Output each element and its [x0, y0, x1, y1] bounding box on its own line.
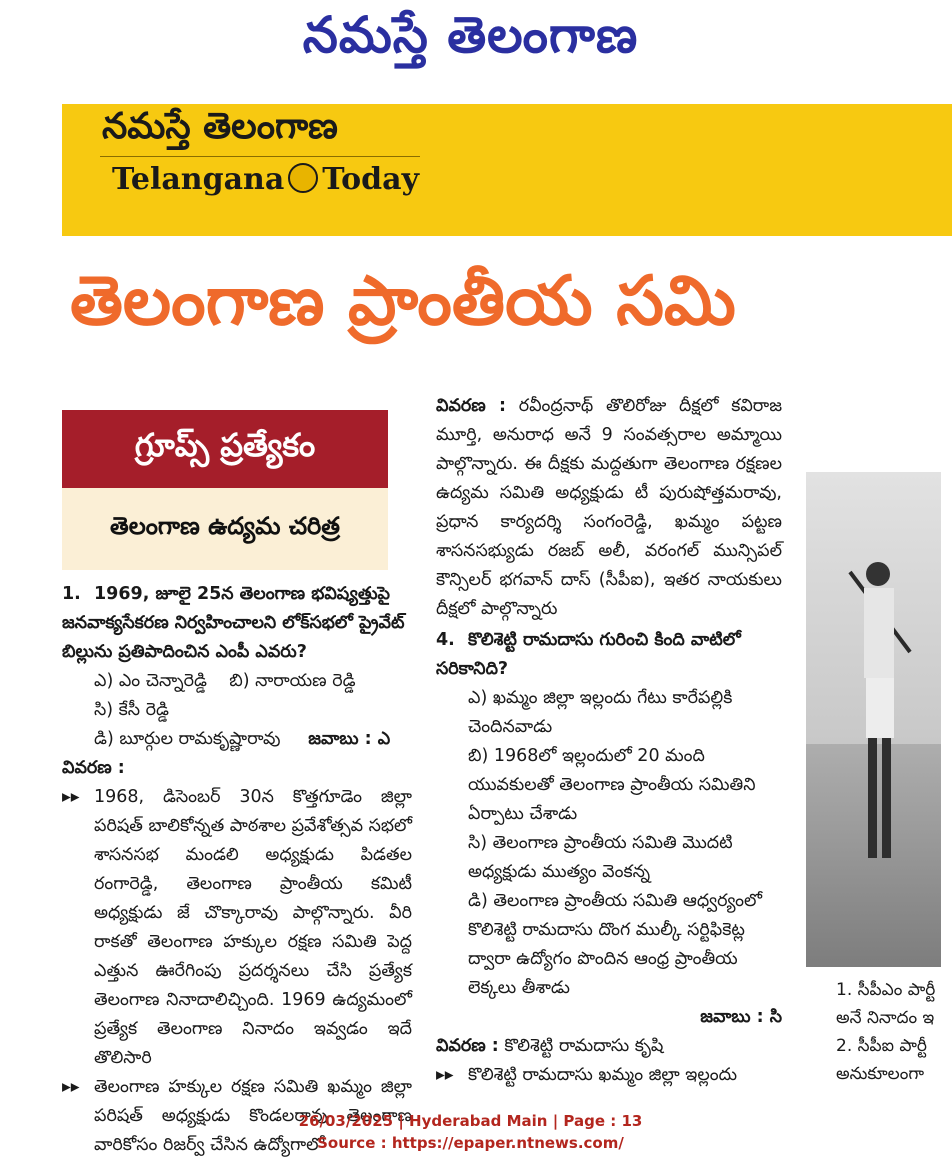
- brand-divider: [100, 156, 420, 157]
- footer: [0, 1110, 941, 1154]
- option-d: డి) తెలంగాణ ప్రాంతీయ సమితి ఆధ్వర్యంలో కొలిశెట్టి రామదాసు దొంగ ముల్కీ సర్టిఫికెట్ల ద్వారా ఉద్యోగం పొందిన ఆంధ్ర ప్రాంతీయ లెక్కలు తీశాడు: [468, 891, 762, 998]
- question-text: 1969, జూలై 25న తెలంగాణ భవిష్యత్తుపై జనవాక్యసేకరణ నిర్వహించాలని లోక్‌సభలో ప్రైవేట్ బిల్లును ప్రతిపాదించిన ఎంపీ ఎవరు?: [62, 584, 405, 662]
- explanation-bullet: [62, 783, 412, 1073]
- bullet-text: కొలిశెట్టి రామదాసు ఖమ్మం జిల్లా ఇల్లందు: [468, 1065, 738, 1085]
- bullet-arrow-icon: ▸▸: [62, 1077, 80, 1097]
- option-c: సి) తెలంగాణ ప్రాంతీయ సమితి మొదటి అధ్యక్షుడు ముత్యం వెంకన్న: [468, 833, 733, 882]
- side-column: [836, 976, 946, 1088]
- brand-telugu: నమస్తే తెలంగాణ: [102, 106, 338, 147]
- option-b: బి) 1968లో ఇల్లందులో 20 మంది యువకులతో తెలంగాణ ప్రాంతీయ సమితిని ఏర్పాటు చేశాడు: [468, 746, 756, 824]
- option-b: బి) నారాయణ రెడ్డి: [229, 671, 356, 691]
- answer: జవాబు : సి: [700, 1007, 782, 1027]
- bullet-arrow-icon: ▸▸: [62, 787, 80, 807]
- side-line: 2. సీపీఐ పార్టీ: [836, 1036, 928, 1056]
- question-text: కొలిశెట్టి రామదాసు గురించి కింది వాటిలో సరికానిది?: [436, 630, 741, 679]
- explanation-2: [436, 1032, 782, 1061]
- archival-photo: [806, 472, 941, 967]
- masthead: [0, 0, 941, 100]
- brand-english: [112, 162, 419, 197]
- explanation-label: వివరణ :: [62, 758, 125, 778]
- explanation-label: వివరణ :: [436, 1036, 499, 1056]
- brand-english-right: Today: [322, 162, 420, 197]
- option-a: ఎ) ఎం చెన్నారెడ్డి: [94, 671, 207, 691]
- footer-source: Source : https://epaper.ntnews.com/: [317, 1134, 624, 1152]
- section-label-top: గ్రూప్స్ ప్రత్యేకం: [62, 410, 388, 488]
- answer: జవాబు : ఎ: [308, 729, 391, 749]
- bullet-text: 1968, డిసెంబర్ 30న కొత్తగూడెం జిల్లా పరిషత్ బాలికోన్నత పాఠశాల ప్రవేశోత్సవ సభలో శాసనసభ మండలి అధ్యక్షుడు పిడతల రంగారెడ్డి, తెలంగాణ ప్రాంతీయ కమిటీ అధ్యక్షుడు జే చొక్కారావు పాల్గొన్నారు. వీరి రాకతో తెలంగాణ హక్కుల రక్షణ సమితి పెద్ద ఎత్తున ఊరేగింపు ప్రదర్శనలు చేసి ప్రత్యేక తెలంగాణ నినాదాలిచ్చింది. 1969 ఉద్యమంలో ప్రత్యేక తెలంగాణ నినాదం ఇవ్వడం ఇదే తొలిసారి: [94, 787, 412, 1068]
- explanation-text: రవీంద్రనాథ్ తొలిరోజు దీక్షలో కవిరాజ మూర్తి, అనురాధ అనే 9 సంవత్సరాల అమ్మాయి పాల్గొన్నారు. ఈ దీక్షకు మద్దతుగా తెలంగాణ రక్షణల ఉద్యమ సమితి అధ్యక్షుడు టీ పురుషోత్తమరావు, ప్రధాన కార్యదర్శి సంగంరెడ్డి, ఖమ్మం పట్టణ శాసనసభ్యుడు రజబ్ అలీ, వరంగల్ మున్సిపల్ కౌన్సిలర్ భగవాన్ దాస్ (సీపీఐ), ఇతర నాయకులు దీక్షలో పాల్గొన్నారు: [436, 396, 782, 619]
- explanation-label: వివరణ :: [436, 396, 506, 416]
- emblem-icon: [288, 163, 318, 193]
- side-line: 1. సీపీఎం పార్టీ: [836, 980, 936, 1000]
- headline: తెలంగాణ ప్రాంతీయ సమి: [70, 262, 736, 341]
- person-with-rifle-icon: [850, 552, 914, 882]
- explanation-bullet: [436, 1061, 782, 1090]
- side-line: అనే నినాదం ఇ: [836, 1008, 935, 1028]
- bullet-text: తెలంగాణ హక్కుల రక్షణ సమితి ఖమ్మం జిల్లా పరిషత్ అధ్యక్షుడు కొండలరావు తెలంగాణ వారికోసం రిజర్వ్ చేసిన ఉద్యోగాలో: [94, 1077, 412, 1155]
- option-d: డి) బూర్గుల రామకృష్ణారావు: [94, 729, 281, 749]
- question-4: [436, 626, 782, 684]
- column-1: [62, 580, 412, 1160]
- option-row: [62, 667, 412, 696]
- question-1: [62, 580, 412, 667]
- footer-date-page: 26/03/2025 | Hyderabad Main | Page : 13: [298, 1112, 643, 1130]
- masthead-title: నమస్తే తెలంగాణ: [302, 6, 639, 64]
- explanation-1: [436, 392, 782, 624]
- bullet-arrow-icon: ▸▸: [436, 1065, 454, 1085]
- option-a: ఎ) ఖమ్మం జిల్లా ఇల్లందు గేటు కారేపల్లికి చెందినవాడు: [468, 688, 733, 737]
- brand-english-left: Telangana: [112, 162, 285, 197]
- question-number: 4.: [436, 630, 455, 650]
- explanation-text: కొలిశెట్టి రామదాసు కృషి: [504, 1036, 664, 1056]
- brand-banner: [62, 104, 952, 236]
- section-label: [62, 410, 388, 570]
- section-label-bottom: తెలంగాణ ఉద్యమ చరిత్ర: [110, 512, 340, 540]
- option-c: సి) కేసీ రెడ్డి: [94, 700, 169, 720]
- side-line: అనుకూలంగా: [836, 1064, 924, 1084]
- column-2: [436, 392, 782, 1090]
- option-d-row: [62, 725, 412, 754]
- question-number: 1.: [62, 584, 81, 604]
